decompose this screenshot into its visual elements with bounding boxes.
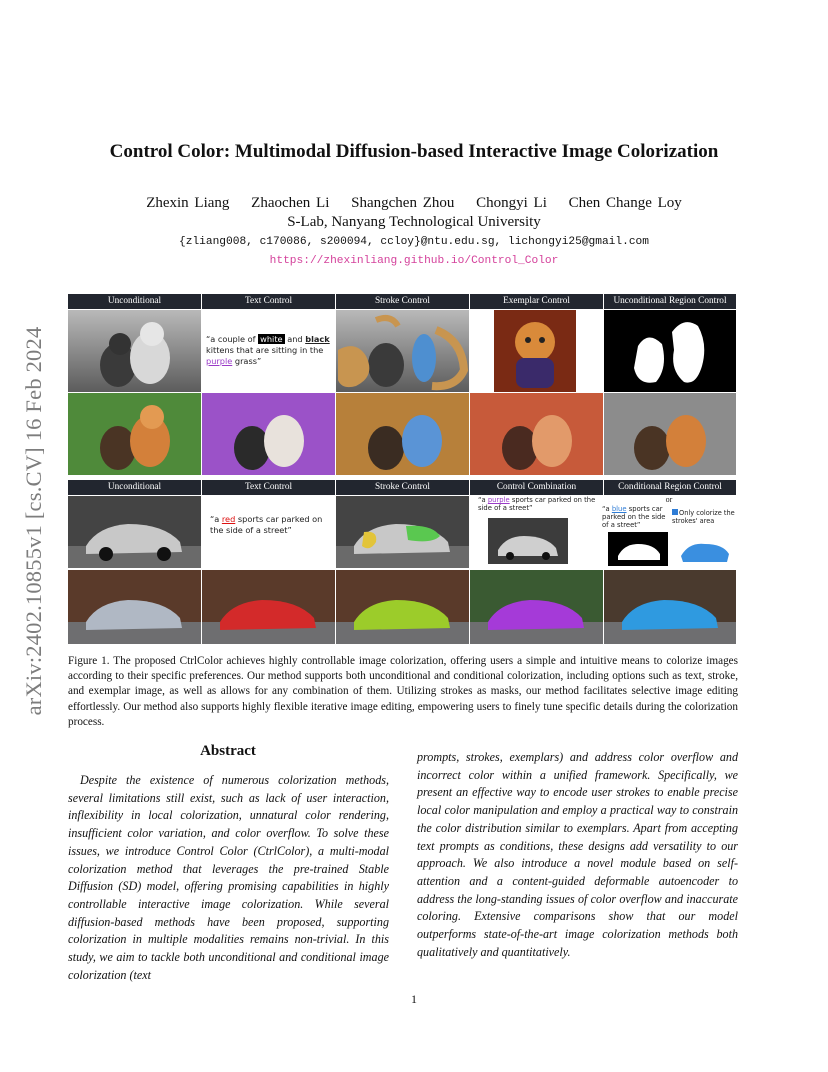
car-gray-image <box>68 496 201 568</box>
column-header: Conditional Region Control <box>604 480 736 495</box>
region-text-prompt: “a blue sports car parked on the side of a street” <box>602 505 672 529</box>
paper-title: Control Color: Multimodal Diffusion-based Interactive Image Colorization <box>109 141 719 162</box>
abstract-text-right: prompts, strokes, exemplars) and address color overflow and incorrect color within a unified framework. Specifically, we present an effective way to encode user strokes to enable precise local color manipulation and employ a practical way to constrain the color distribution similar to exemplars. Apart from accepting text prompts as conditions, these designs add versatility to our approach. We also introduce a novel module based on self-attention and a content-guided deformable autoencoder to address the long-standing issues of color overflow and inaccurate coloring. Extensive comparisons show that our model outperforms state-of-the-art image colorization methods both qualitatively and quantitatively. <box>417 750 738 959</box>
checkbox-checked-icon[interactable] <box>672 509 678 515</box>
author: Chen Change Loy <box>568 195 682 211</box>
abstract-text-left: Despite the existence of numerous colorization methods, several limitations still exist, such as lack of user interaction, inflexibility in local colorization, unnatural color rendering, insufficient color variation, and color overflow. To solve these issues, we introduce Control Color (CtrlColor), a multi-modal colorization method that leverages the pre-trained Stable Diffusion (SD) model, offering promising capabilities in highly controllable interactive image colorization. While several diffusion-based methods have been proposed, supporting colorization in multiple modalities remains non-trivial. In this study, we aim to tackle both unconditional and conditional image colorization (text <box>68 773 389 982</box>
project-link[interactable]: https://zhexinliang.github.io/Control_Color <box>269 255 559 267</box>
page-number: 1 <box>411 992 417 1006</box>
author-list <box>0 195 828 212</box>
region-stroke-car <box>673 532 735 566</box>
kitten-text-output <box>202 393 335 475</box>
author: Zhaochen Li <box>251 195 330 211</box>
region-mask-car <box>608 532 668 566</box>
car-stroke-image <box>336 496 469 568</box>
author: Zhexin Liang <box>146 195 230 211</box>
column-header: Text Control <box>202 480 335 495</box>
author: Chongyi Li <box>476 195 547 211</box>
column-header: Stroke Control <box>336 294 469 309</box>
column-header: Unconditional <box>68 294 201 309</box>
combo-text-prompt: “a purple sports car parked on the side of a street” <box>478 496 598 516</box>
teaser-figure <box>68 294 736 644</box>
kitten-color-output <box>68 393 201 475</box>
kitten-text-prompt: “a couple of white and black kittens that are sitting in the purple grass” <box>202 310 335 392</box>
column-header: Unconditional Region Control <box>604 294 736 309</box>
region-checkbox[interactable]: Only colorize the strokes' area <box>672 509 735 525</box>
car-color-output <box>68 570 201 644</box>
car-region-output <box>604 570 736 644</box>
column-header: Text Control <box>202 294 335 309</box>
car-text-prompt: “a red sports car parked on the side of a street” <box>202 496 335 568</box>
kitten-stroke-image <box>336 310 469 392</box>
exemplar-cat-image <box>494 310 576 392</box>
combo-car-image <box>488 518 568 564</box>
author: Shangchen Zhou <box>351 195 455 211</box>
author-emails: {zliang008, c170086, s200094, ccloy}@ntu.edu.sg, lichongyi25@gmail.com <box>179 236 649 248</box>
arxiv-identifier: arXiv:2402.10855v1 [cs.CV] 16 Feb 2024 <box>21 326 46 716</box>
car-stroke-output <box>336 570 469 644</box>
affiliation: S-Lab, Nanyang Technological University <box>287 214 541 230</box>
kitten-stroke-output <box>336 393 469 475</box>
column-header: Stroke Control <box>336 480 469 495</box>
column-header: Unconditional <box>68 480 201 495</box>
or-label: or <box>665 495 673 504</box>
kitten-exemplar-output <box>470 393 603 475</box>
column-header: Exemplar Control <box>470 294 603 309</box>
car-combo-output <box>470 570 603 644</box>
region-mask-image <box>604 310 736 392</box>
kitten-region-output <box>604 393 736 475</box>
car-text-output <box>202 570 335 644</box>
kitten-gray-image <box>68 310 201 392</box>
abstract-heading: Abstract <box>200 743 256 759</box>
column-header: Control Combination <box>470 480 603 495</box>
figure-caption: Figure 1. The proposed CtrlColor achieves highly controllable image colorization, offering users a simple and intuitive means to colorize images according to their specific preferences. Our method supports both unconditional and conditional colorization, including options such as text, stroke, and exemplar image, as well as allows for any combination of them. Utilizing strokes as masks, our method facilitates selective image editing effortlessly. Our method also supports highly flexible iterative image editing, empowering users to finely tune specific details during the colorization process. <box>68 655 738 728</box>
